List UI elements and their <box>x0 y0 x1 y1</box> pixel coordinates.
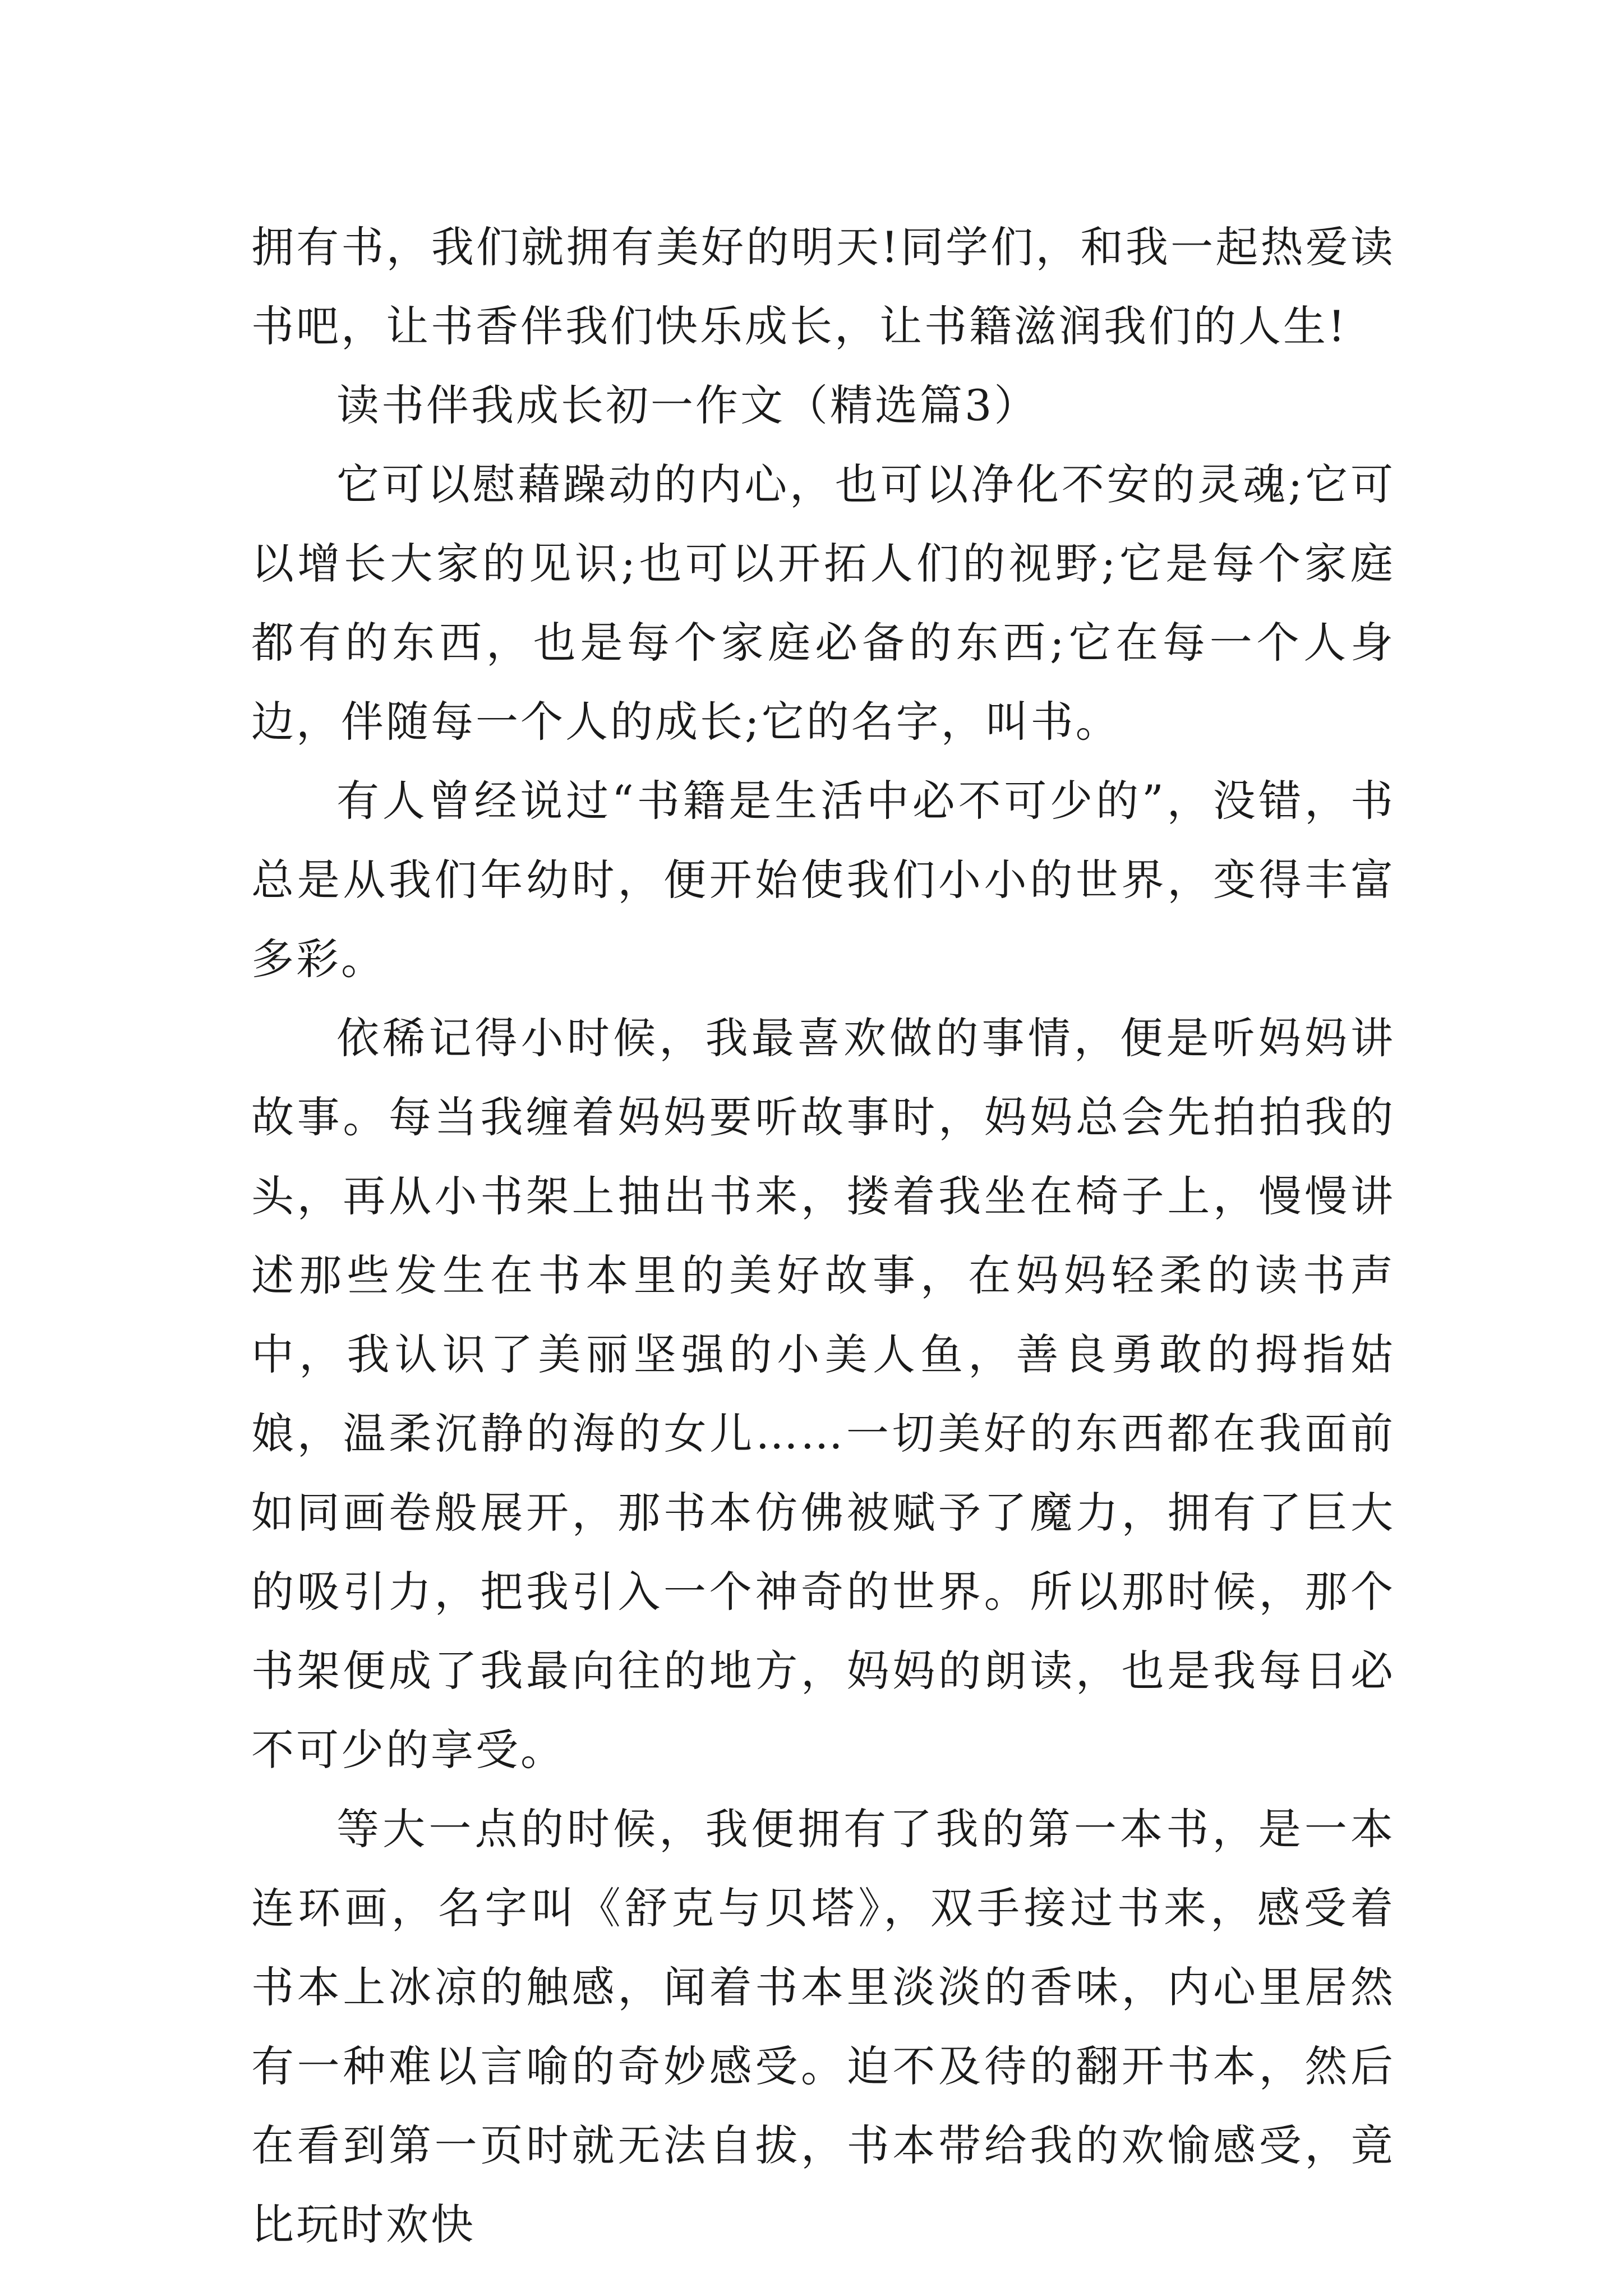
document-body <box>251 208 1395 2264</box>
section-heading: 读书伴我成长初一作文（精选篇3） <box>336 380 1039 430</box>
paragraph-closing-remarks: 拥有书，我们就拥有美好的明天!同学们，和我一起热爱读书吧，让书香伴我们快乐成长，让书籍滋润我们的人生! <box>251 222 1395 351</box>
paragraph-intro: 它可以慰藉躁动的内心，也可以净化不安的灵魂;它可以增长大家的见识;也可以开拓人们的视野;它是每个家庭都有的东西，也是每个家庭必备的东西;它在每一个人身边，伴随每一个人的成长;它的名字，叫书。 <box>251 459 1395 747</box>
paragraph-quote: 有人曾经说过“书籍是生活中必不可少的”，没错，书总是从我们年幼时，便开始使我们小小的世界，变得丰富多彩。 <box>251 776 1395 984</box>
paragraph-first-book: 等大一点的时候，我便拥有了我的第一本书，是一本连环画，名字叫《舒克与贝塔》，双手接过书来，感受着书本上冰凉的触感，闻着书本里淡淡的香味，内心里居然有一种难以言喻的奇妙感受。迫不及待的翻开书本，然后在看到第一页时就无法自拔，书本带给我的欢愉感受，竟比玩时欢快 <box>251 1804 1395 2249</box>
paragraph-childhood: 依稀记得小时候，我最喜欢做的事情，便是听妈妈讲故事。每当我缠着妈妈要听故事时，妈妈总会先拍拍我的头，再从小书架上抽出书来，搂着我坐在椅子上，慢慢讲述那些发生在书本里的美好故事，在妈妈轻柔的读书声中，我认识了美丽坚强的小美人鱼，善良勇敢的拇指姑娘，温柔沉静的海的女儿……一切美好的东西都在我面前如同画卷般展开，那书本仿佛被赋予了魔力，拥有了巨大的吸引力，把我引入一个神奇的世界。所以那时候，那个书架便成了我最向往的地方，妈妈的朗读，也是我每日必不可少的享受。 <box>251 1013 1395 1775</box>
